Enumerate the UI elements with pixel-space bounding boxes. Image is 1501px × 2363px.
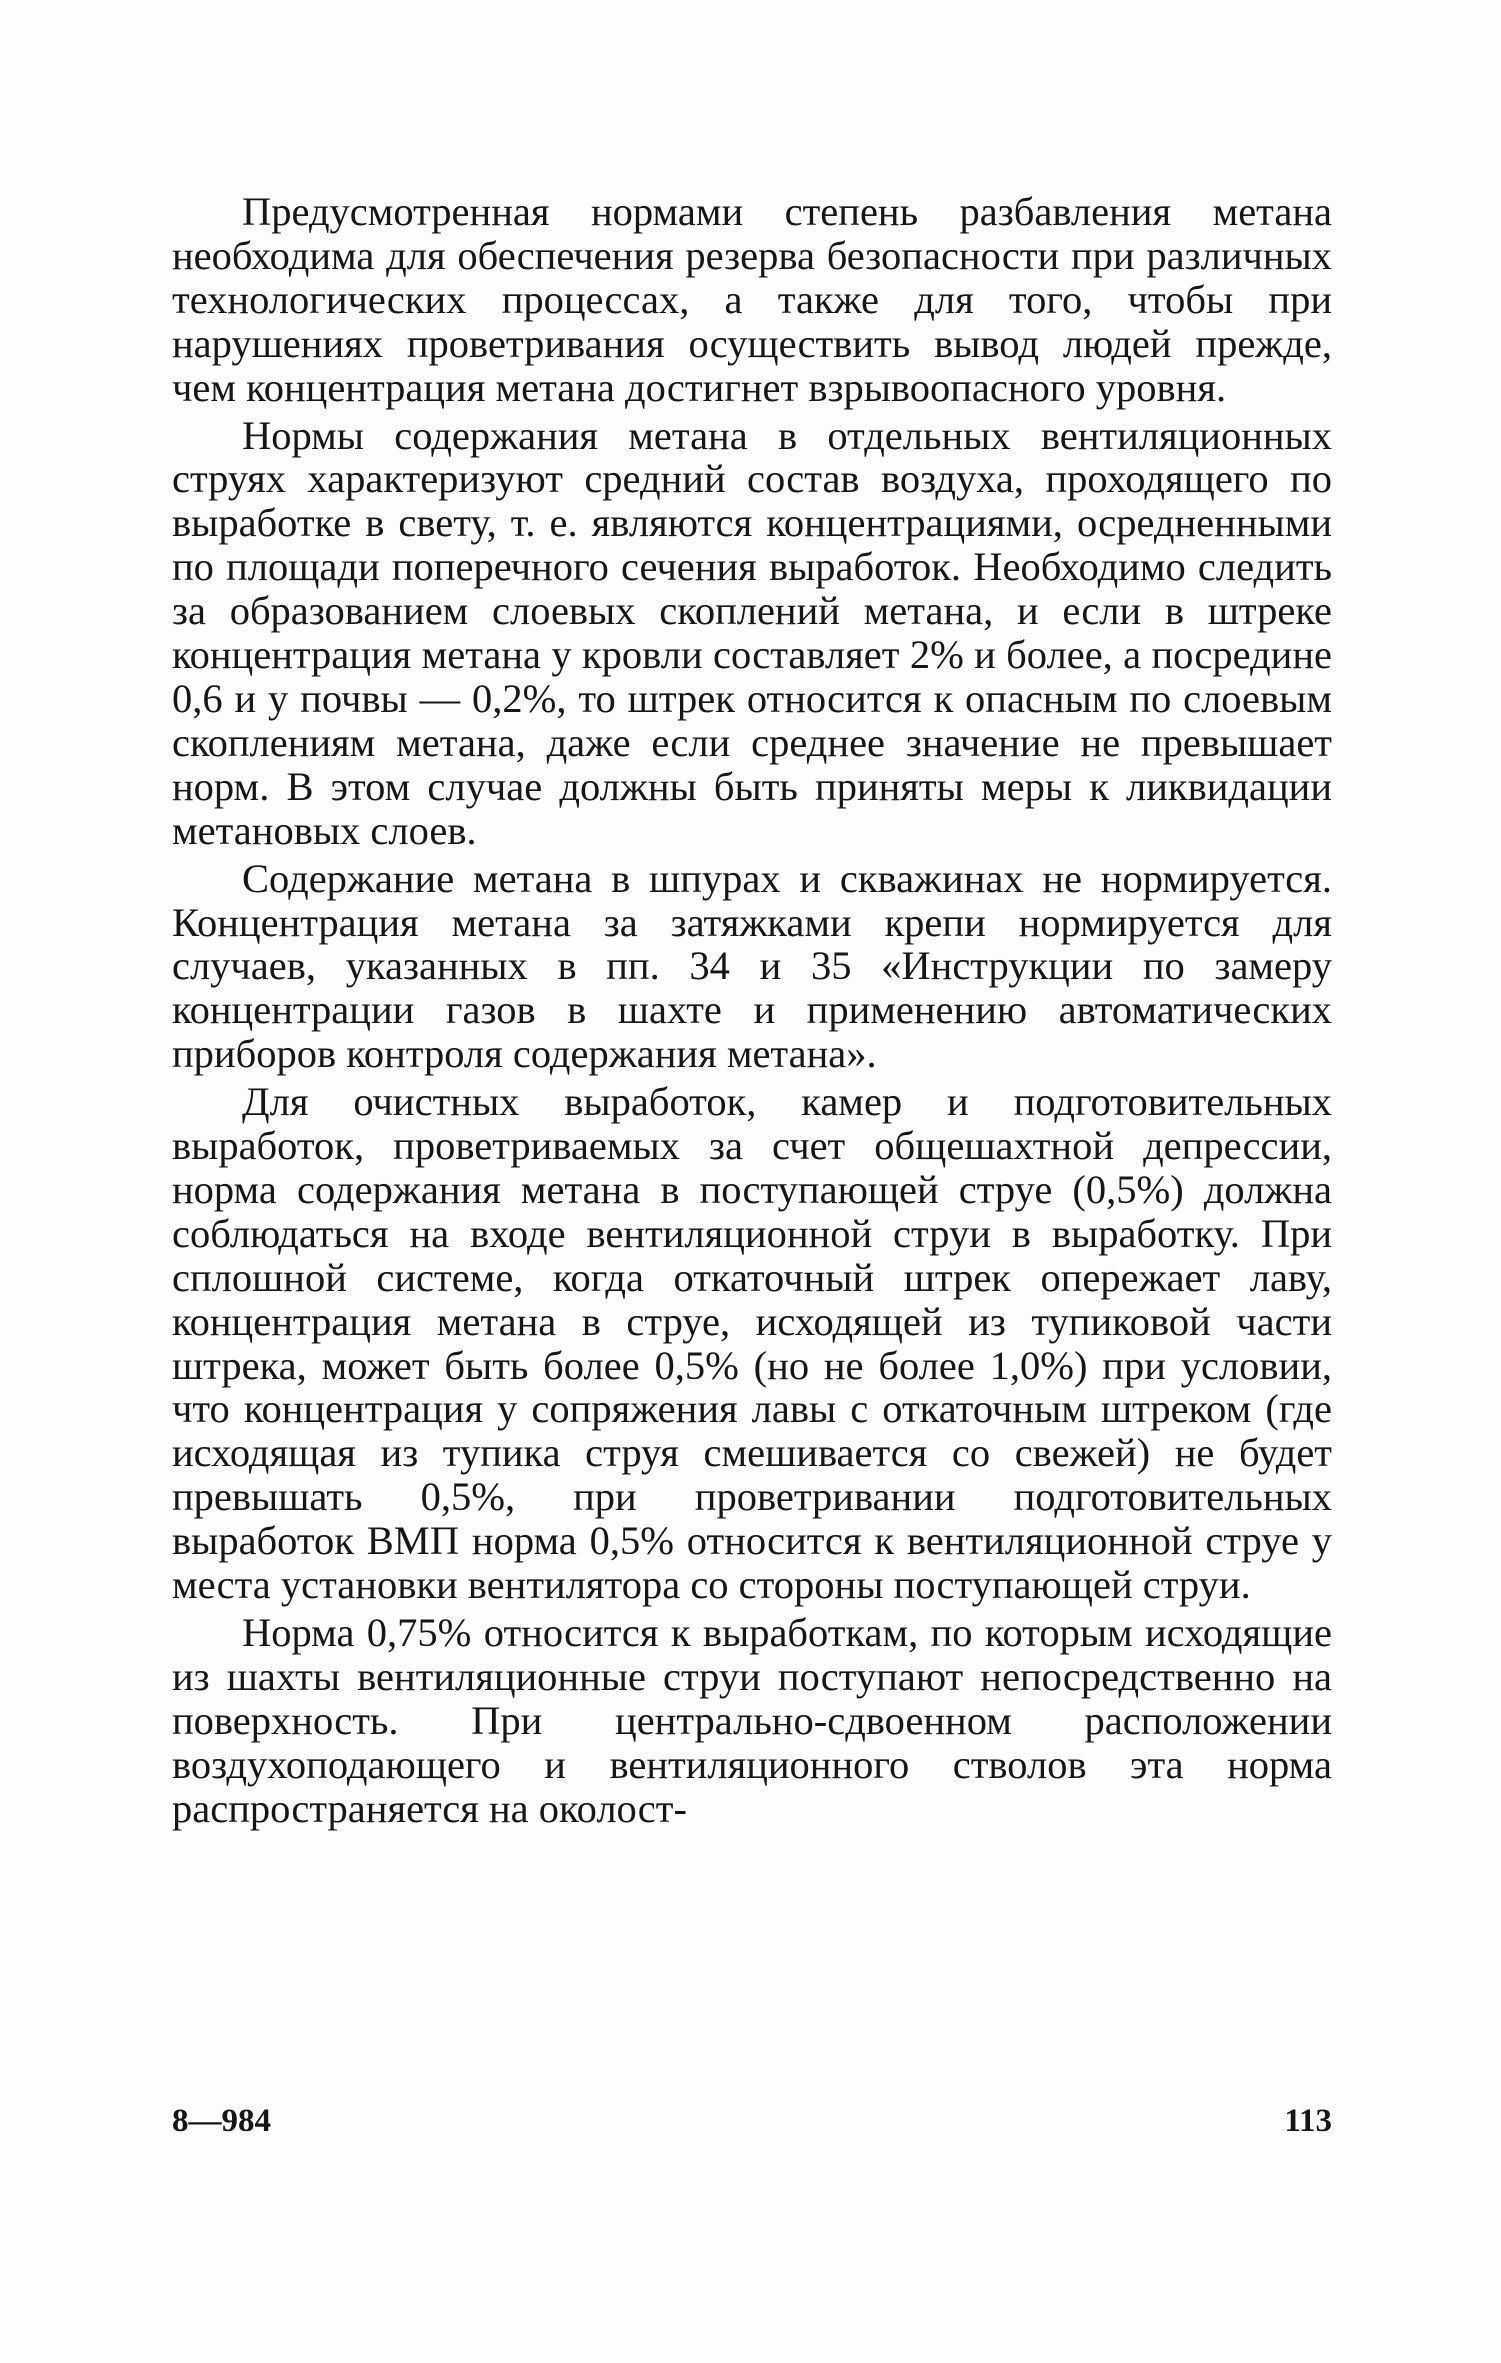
paragraph-2: Нормы содержания метана в отдельных вентиляционных струях характеризуют средний состав воздуха, проходящего по выработке в свету, т. е. являются концентрациями, осредненными по площади поперечного сечения выработок. Необходимо следить за образованием слоевых скоплений метана, и если в штреке концентрация метана у кровли составляет 2% и более, а посредине 0,6 и у почвы — 0,2%, то штрек относится к опасным по слоевым скоплениям метана, даже если среднее значение не превышает норм. В этом случае должны быть приняты меры к ликвидации метановых слоев. xyxy=(172,412,1332,853)
body-text xyxy=(172,190,1332,1835)
printer-signature: 8—984 xyxy=(172,2103,271,2139)
paragraph-1: Предусмотренная нормами степень разбавления метана необходима для обеспечения резерва безопасности при различных технологических процессах, а также для того, чтобы при нарушениях проветривания осуществить вывод людей прежде, чем концентрация метана достигнет взрывоопасного уровня. xyxy=(172,189,1332,410)
paragraph-5: Норма 0,75% относится к выработкам, по которым исходящие из шахты вентиляционные струи поступают непосредственно на поверхность. При центрально-сдвоенном расположении воздухоподающего и вентиляционного стволов эта норма распространяется на околост- xyxy=(172,1610,1332,1831)
paragraph-4: Для очистных выработок, камер и подготовительных выработок, проветриваемых за счет общешахтной депрессии, норма содержания метана в поступающей струе (0,5%) должна соблюдаться на входе вентиляционной струи в выработку. При сплошной системе, когда откаточный штрек опережает лаву, концентрация метана в струе, исходящей из тупиковой части штрека, может быть более 0,5% (но не более 1,0%) при условии, что концентрация у сопряжения лавы с откаточным штреком (где исходящая из тупика струя смешивается со свежей) не будет превышать 0,5%, при проветривании подготовительных выработок ВМП норма 0,5% относится к вентиляционной струе у места установки вентилятора со стороны поступающей струи. xyxy=(172,1079,1332,1608)
page-footer xyxy=(172,2103,1332,2143)
page-number: 113 xyxy=(1284,2103,1332,2139)
paragraph-3: Содержание метана в шпурах и скважинах не нормируется. Концентрация метана за затяжками крепи нормируется для случаев, указанных в пп. 34 и 35 «Инструкции по замеру концентрации газов в шахте и применению автоматических приборов контроля содержания метана». xyxy=(172,855,1332,1077)
